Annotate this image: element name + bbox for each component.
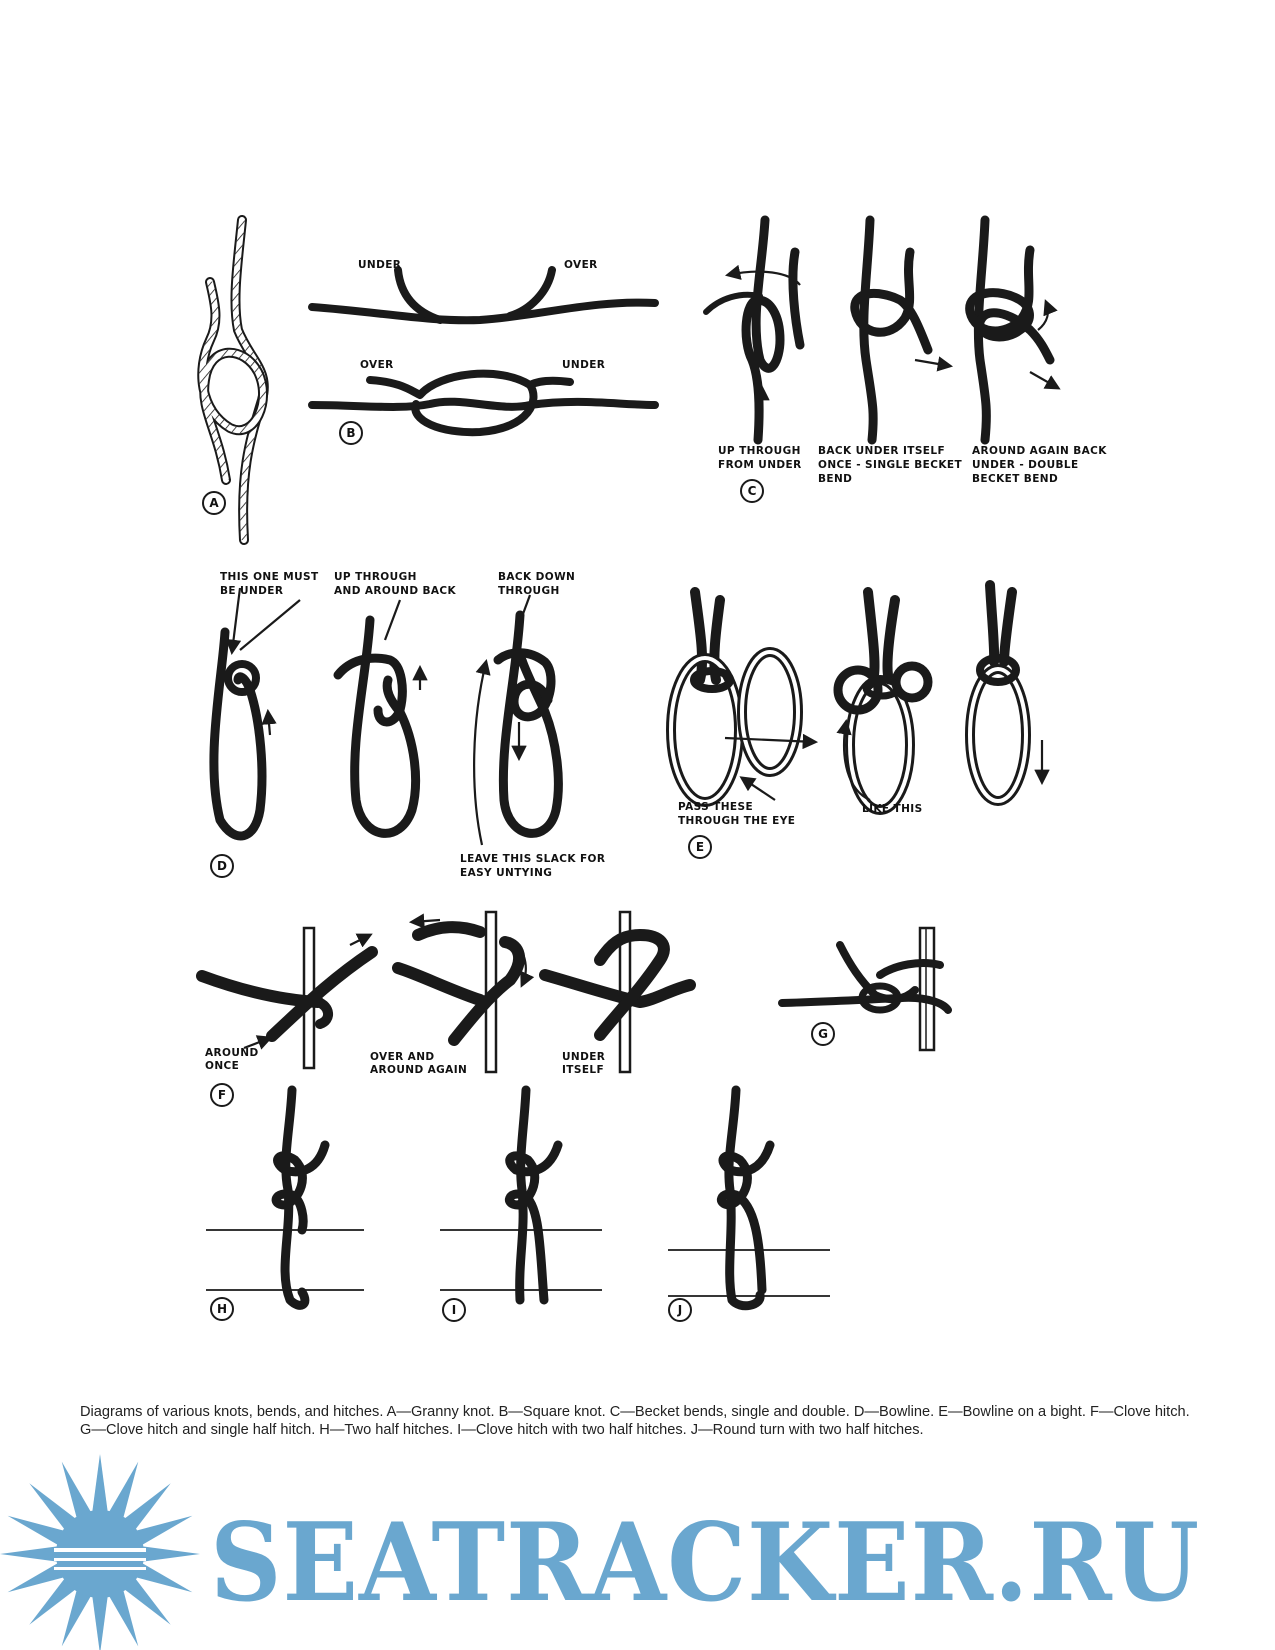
svg-text:SEATRACKER.RU: SEATRACKER.RU bbox=[210, 1500, 1200, 1626]
label-i bbox=[443, 1299, 465, 1321]
watermark-text bbox=[210, 1500, 1200, 1626]
sun-icon bbox=[0, 1454, 200, 1650]
rope-b-top bbox=[312, 270, 655, 320]
note-c1-line1: UP THROUGH bbox=[718, 445, 801, 457]
spar-g bbox=[920, 928, 934, 1050]
note-c2-line1: BACK UNDER ITSELF bbox=[818, 445, 946, 457]
svg-text:C: C bbox=[747, 484, 757, 498]
diagram-h-two-half-hitches bbox=[206, 1090, 364, 1320]
note-c3-line2: UNDER - DOUBLE bbox=[972, 459, 1079, 471]
diagram-a-granny-knot bbox=[202, 220, 264, 540]
note-f3-line2: ITSELF bbox=[562, 1064, 605, 1076]
note-e2: LIKE THIS bbox=[862, 803, 923, 815]
label-h bbox=[211, 1298, 233, 1320]
note-b-under-left: UNDER bbox=[358, 259, 402, 271]
note-f3-line1: UNDER bbox=[562, 1051, 606, 1063]
label-j bbox=[669, 1299, 691, 1321]
note-c3-line3: BECKET BEND bbox=[972, 473, 1059, 485]
note-d2-line1: UP THROUGH bbox=[334, 571, 417, 583]
watermark bbox=[0, 1450, 1275, 1650]
note-b-over-right: OVER bbox=[564, 259, 598, 271]
note-c2-line3: BEND bbox=[818, 473, 853, 485]
note-f2-line2: AROUND AGAIN bbox=[370, 1064, 468, 1076]
svg-text:I: I bbox=[451, 1303, 457, 1317]
svg-text:F: F bbox=[217, 1088, 227, 1102]
diagram-j-round-turn-two-half-hitches bbox=[668, 1090, 830, 1321]
bight-step-3 bbox=[970, 585, 1042, 801]
clove-step-3 bbox=[545, 935, 690, 1035]
bowline-step-1 bbox=[214, 588, 270, 836]
svg-text:D: D bbox=[217, 859, 227, 873]
svg-text:B: B bbox=[346, 426, 356, 440]
note-c3-line1: AROUND AGAIN BACK bbox=[972, 445, 1107, 457]
label-d bbox=[211, 855, 233, 877]
note-e1-line1: PASS THESE bbox=[678, 801, 754, 813]
svg-text:H: H bbox=[216, 1302, 228, 1316]
becket-step-1 bbox=[706, 220, 800, 440]
note-f1-line1: AROUND bbox=[205, 1047, 259, 1059]
diagram-e-bowline-on-bight bbox=[671, 585, 1042, 858]
bowline-step-2 bbox=[338, 620, 420, 833]
bowline-step-3 bbox=[474, 615, 558, 845]
svg-text:G: G bbox=[818, 1027, 828, 1041]
clove-step-2 bbox=[398, 920, 526, 1040]
note-f1-line2: ONCE bbox=[205, 1060, 240, 1072]
diagram-b-square-knot bbox=[312, 259, 655, 444]
clove-step-1 bbox=[202, 935, 372, 1048]
label-e bbox=[689, 836, 711, 858]
note-d1-line2: BE UNDER bbox=[220, 585, 284, 597]
diagram-d-bowline bbox=[211, 571, 605, 879]
rope-b-bottom bbox=[312, 374, 655, 433]
note-b-over-left: OVER bbox=[360, 359, 394, 371]
note-c2-line2: ONCE - SINGLE BECKET bbox=[818, 459, 963, 471]
diagram-c-becket-bends bbox=[706, 220, 1107, 502]
note-d2-line2: AND AROUND BACK bbox=[334, 585, 457, 597]
note-d3-line2: THROUGH bbox=[498, 585, 560, 597]
label-f bbox=[211, 1084, 233, 1106]
note-d1-line1: THIS ONE MUST bbox=[220, 571, 319, 583]
diagram-i-clove-two-half-hitches bbox=[440, 1090, 602, 1321]
note-d3-line1: BACK DOWN bbox=[498, 571, 576, 583]
svg-text:A: A bbox=[209, 496, 219, 510]
label-a bbox=[203, 492, 225, 514]
note-c1-line2: FROM UNDER bbox=[718, 459, 802, 471]
note-d4-line1: LEAVE THIS SLACK FOR bbox=[460, 853, 606, 865]
bight-step-2 bbox=[838, 592, 928, 810]
becket-step-2 bbox=[855, 220, 950, 440]
label-c bbox=[741, 480, 763, 502]
svg-text:J: J bbox=[677, 1303, 683, 1317]
note-f2-line1: OVER AND bbox=[370, 1051, 435, 1063]
label-b bbox=[340, 422, 362, 444]
figure-caption: Diagrams of various knots, bends, and hitches. A—Granny knot. B—Square knot. C—Becket bends, single and double. D—Bowline. E—Bowline on a bight. F—Clove hitch. G—Clove hitch and single half hitch. H—Two half hitches. I—Clove hitch with two half hitches. J—Round turn with two half hitches. bbox=[80, 1404, 1190, 1438]
svg-text:E: E bbox=[695, 840, 705, 854]
note-e1-line2: THROUGH THE EYE bbox=[678, 815, 796, 827]
label-g bbox=[812, 1023, 834, 1045]
diagram-g-clove-half-hitch bbox=[782, 928, 948, 1050]
diagram-f-clove-hitch bbox=[202, 912, 690, 1106]
bight-step-1 bbox=[671, 592, 815, 802]
note-b-under-right: UNDER bbox=[562, 359, 606, 371]
becket-step-3 bbox=[970, 220, 1058, 440]
note-d4-line2: EASY UNTYING bbox=[460, 867, 553, 879]
